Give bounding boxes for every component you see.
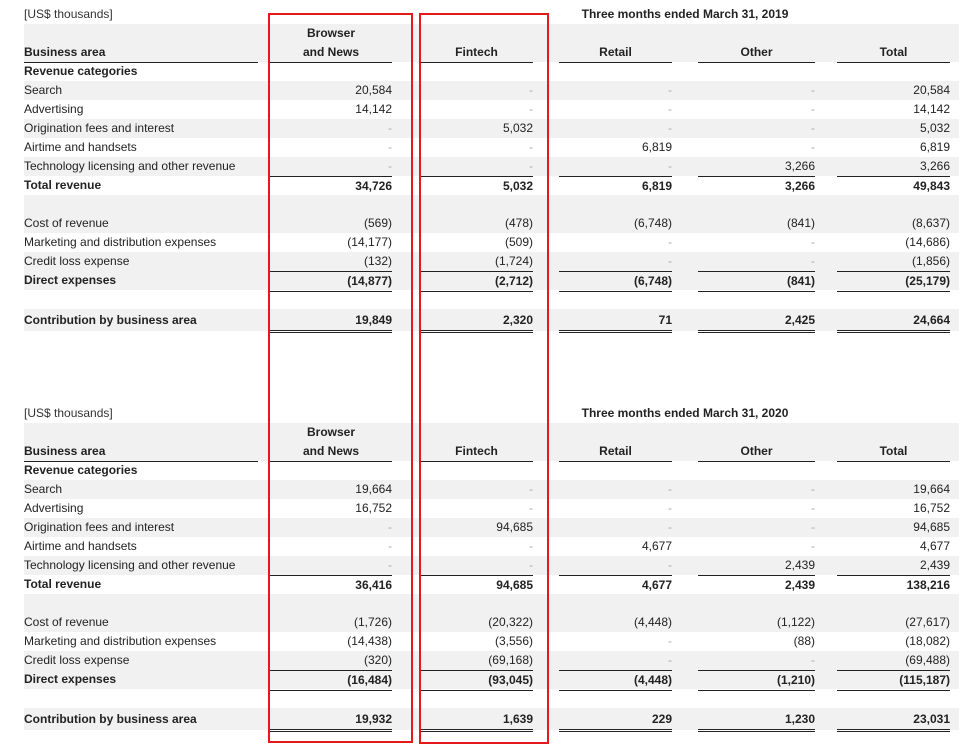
col-retail: Retail [559,43,672,63]
cell-value: (3,556) [494,634,533,648]
cell-value: - [529,159,533,173]
total-revenue-value: 4,677 [559,575,672,595]
cell-value: - [811,482,815,496]
cell-value: - [529,482,533,496]
row-label: Advertising [24,501,84,515]
cell-value: 2,439 [919,558,950,572]
cell-value: - [668,102,672,116]
cell-value: - [529,558,533,572]
cell-value: (14,177) [347,235,392,249]
cell-value: - [388,520,392,534]
cell-value: (6,748) [633,216,672,230]
col-other: Other [698,43,815,63]
total-revenue-value: 138,216 [837,575,950,595]
cell-value: - [668,254,672,268]
cell-value: 6,819 [919,140,950,154]
cell-value: - [811,501,815,515]
contribution-value: 1,639 [420,710,533,732]
cell-value: - [811,539,815,553]
cell-value: - [529,539,533,553]
cell-value: - [811,653,815,667]
highlight-browser-column [268,13,413,743]
direct-expenses-value: (115,187) [837,670,950,691]
col-fintech: Fintech [420,442,533,462]
cell-value: - [811,102,815,116]
cell-value: 6,819 [641,140,672,154]
col-browser-line2: and News [270,442,392,462]
cell-value: - [668,159,672,173]
cell-value: - [529,501,533,515]
col-retail: Retail [559,442,672,462]
units-label: [US$ thousands] [24,406,113,420]
row-label: Credit loss expense [24,653,130,667]
cell-value: 14,142 [913,102,950,116]
row-label: Cost of revenue [24,615,109,629]
total-revenue-value: 34,726 [270,176,392,196]
direct-expenses-value: (2,712) [420,271,533,292]
contribution-value: 1,230 [698,710,815,732]
col-fintech: Fintech [420,43,533,63]
cell-value: - [668,558,672,572]
cell-value: (4,448) [633,615,672,629]
business-area-label: Business area [24,43,258,63]
cell-value: (1,724) [494,254,533,268]
cell-value: (88) [793,634,815,648]
direct-expenses-value: (93,045) [420,670,533,691]
cell-value: 3,266 [784,159,815,173]
cell-value: - [668,121,672,135]
contribution-value: 71 [559,311,672,333]
total-revenue-value: 3,266 [698,176,815,196]
contribution-value: 24,664 [837,311,950,333]
cell-value: - [388,558,392,572]
cell-value: (20,322) [488,615,533,629]
direct-expenses-value: (841) [698,271,815,292]
cell-value: (1,856) [911,254,950,268]
total-revenue-value: 94,685 [420,575,533,595]
row-label: Marketing and distribution expenses [24,634,217,648]
cell-value: (14,438) [347,634,392,648]
contribution-value: 19,849 [270,311,392,333]
period-heading: Three months ended March 31, 2020 [581,406,789,420]
cell-value: (1,122) [776,615,815,629]
cell-value: (569) [363,216,392,230]
cell-value: (69,168) [488,653,533,667]
cell-value: (478) [504,216,533,230]
total-revenue-value: 6,819 [559,176,672,196]
cell-value: - [668,235,672,249]
col-other: Other [698,442,815,462]
row-label: Airtime and handsets [24,539,137,553]
direct-expenses-value: (14,877) [270,271,392,292]
cell-value: 94,685 [496,520,533,534]
cell-value: (8,637) [911,216,950,230]
cell-value: - [811,121,815,135]
contribution-value: 2,425 [698,311,815,333]
total-revenue-label: Total revenue [24,178,102,192]
revenue-categories-label: Revenue categories [24,463,138,477]
cell-value: 19,664 [355,482,392,496]
row-label: Origination fees and interest [24,121,175,135]
cell-value: 16,752 [913,501,950,515]
direct-expenses-label: Direct expenses [24,273,117,287]
units-label: [US$ thousands] [24,7,113,21]
contribution-label: Contribution by business area [24,313,197,327]
period-heading: Three months ended March 31, 2019 [581,7,789,21]
row-label: Airtime and handsets [24,140,137,154]
cell-value: - [529,140,533,154]
total-revenue-label: Total revenue [24,577,102,591]
row-label: Advertising [24,102,84,116]
direct-expenses-value: (6,748) [559,271,672,292]
total-revenue-value: 5,032 [420,176,533,196]
direct-expenses-label: Direct expenses [24,672,117,686]
cell-value: (841) [786,216,815,230]
highlight-fintech-column [419,13,549,744]
cell-value: 16,752 [355,501,392,515]
direct-expenses-value: (16,484) [270,670,392,691]
contribution-value: 19,932 [270,710,392,732]
cell-value: (132) [363,254,392,268]
direct-expenses-value: (4,448) [559,670,672,691]
total-revenue-value: 49,843 [837,176,950,196]
row-label: Technology licensing and other revenue [24,558,236,572]
cell-value: - [811,254,815,268]
contribution-value: 2,320 [420,311,533,333]
cell-value: 14,142 [355,102,392,116]
cell-value: 3,266 [919,159,950,173]
cell-value: 5,032 [919,121,950,135]
row-label: Technology licensing and other revenue [24,159,236,173]
cell-value: 4,677 [919,539,950,553]
business-area-label: Business area [24,442,258,462]
cell-value: 20,584 [913,83,950,97]
cell-value: (18,082) [905,634,950,648]
cell-value: - [811,520,815,534]
cell-value: 5,032 [502,121,533,135]
row-label: Search [24,83,63,97]
cell-value: - [668,653,672,667]
cell-value: - [668,83,672,97]
row-label: Search [24,482,63,496]
row-label: Credit loss expense [24,254,130,268]
cell-value: - [668,520,672,534]
cell-value: - [811,140,815,154]
cell-value: - [388,121,392,135]
cell-value: - [668,482,672,496]
row-label: Marketing and distribution expenses [24,235,217,249]
row-label: Origination fees and interest [24,520,175,534]
row-label: Cost of revenue [24,216,109,230]
cell-value: (14,686) [905,235,950,249]
contribution-value: 229 [559,710,672,732]
col-browser-line1: Browser [306,26,356,40]
cell-value: (320) [363,653,392,667]
contribution-label: Contribution by business area [24,712,197,726]
col-total: Total [837,442,950,462]
cell-value: 2,439 [784,558,815,572]
cell-value: 4,677 [641,539,672,553]
cell-value: 94,685 [913,520,950,534]
cell-value: (509) [504,235,533,249]
cell-value: - [668,634,672,648]
col-total: Total [837,43,950,63]
cell-value: - [811,83,815,97]
cell-value: - [811,235,815,249]
revenue-categories-label: Revenue categories [24,64,138,78]
cell-value: - [668,501,672,515]
col-browser-line2: and News [270,43,392,63]
cell-value: - [388,539,392,553]
total-revenue-value: 36,416 [270,575,392,595]
total-revenue-value: 2,439 [698,575,815,595]
cell-value: 19,664 [913,482,950,496]
contribution-value: 23,031 [837,710,950,732]
cell-value: 20,584 [355,83,392,97]
direct-expenses-value: (25,179) [837,271,950,292]
cell-value: - [388,140,392,154]
col-browser-line1: Browser [306,425,356,439]
cell-value: (69,488) [905,653,950,667]
cell-value: - [388,159,392,173]
cell-value: (1,726) [353,615,392,629]
cell-value: - [529,102,533,116]
cell-value: - [529,83,533,97]
direct-expenses-value: (1,210) [698,670,815,691]
cell-value: (27,617) [905,615,950,629]
